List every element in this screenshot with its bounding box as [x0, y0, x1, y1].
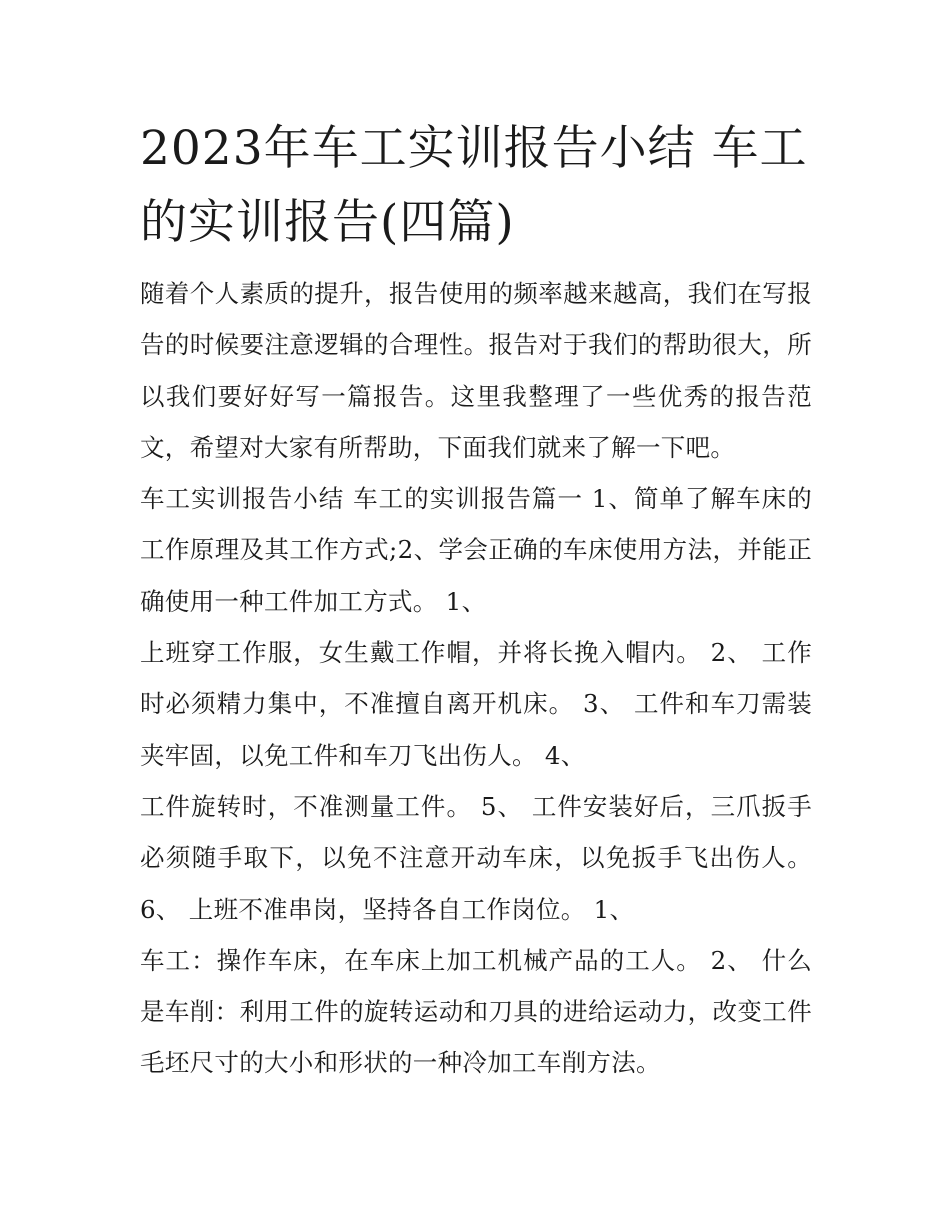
page-title: 2023年车工实训报告小结 车工的实训报告(四篇) [140, 121, 808, 250]
paragraph-intro: 随着个人素质的提升，报告使用的频率越来越高，我们在写报告的时候要注意逻辑的合理性。报告对于我们的帮助很大，所以我们要好好写一篇报告。这里我整理了一些优秀的报告范文，希望对大家有所帮助，下面我们就来了解一下吧。 [140, 279, 812, 462]
paragraph-safety-rules-1: 上班穿工作服，女生戴工作帽，并将长挽入帽内。 2、 工作时必须精力集中，不准擅自离开机床。 3、 工件和车刀需装夹牢固，以免工件和车刀飞出伤人。 4、 [140, 638, 812, 770]
document-page [140, 112, 812, 1089]
paragraph-safety-rules-2: 工件旋转时，不准测量工件。 5、 工件安装好后，三爪扳手必须随手取下，以免不注意开动车床，以免扳手飞出伤人。 6、 上班不准串岗，坚持各自工作岗位。 1、 [140, 791, 812, 924]
paragraph-objectives: 车工实训报告小结 车工的实训报告篇一 1、简单了解车床的工作原理及其工作方式;2、学会正确的车床使用方法，并能正确使用一种工件加工方式。 1、 [140, 484, 812, 616]
paragraph-definitions: 车工：操作车床，在车床上加工机械产品的工人。 2、 什么是车削：利用工件的旋转运动和刀具的进给运动力，改变工件毛坯尺寸的大小和形状的一种冷加工车削方法。 [140, 945, 812, 1078]
